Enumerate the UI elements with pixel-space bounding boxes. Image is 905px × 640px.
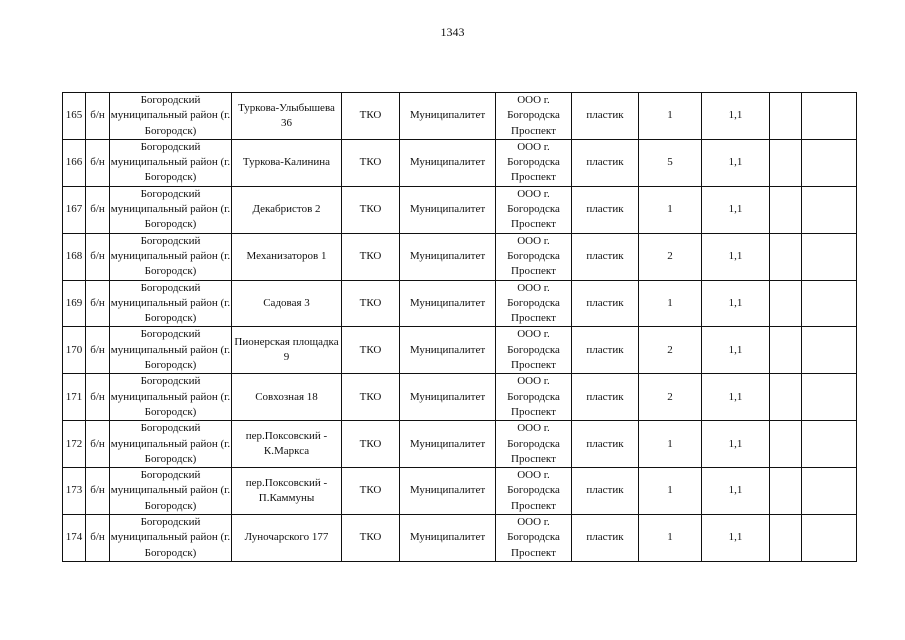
owner-cell: Муниципалитет xyxy=(400,327,496,374)
material-cell: пластик xyxy=(572,327,639,374)
address-cell: Туркова-Калинина xyxy=(232,139,342,186)
address-cell: Пионерская площадка 9 xyxy=(232,327,342,374)
empty-cell xyxy=(770,421,802,468)
empty-cell xyxy=(802,186,857,233)
empty-cell xyxy=(802,421,857,468)
material-cell: пластик xyxy=(572,421,639,468)
operator-cell: ООО г. Богородска Проспект xyxy=(496,93,572,140)
material-cell: пластик xyxy=(572,280,639,327)
container-volume-cell: 1,1 xyxy=(702,327,770,374)
empty-cell xyxy=(770,327,802,374)
container-count-cell: 1 xyxy=(639,421,702,468)
row-number-cell: 166 xyxy=(63,139,86,186)
address-cell: Садовая 3 xyxy=(232,280,342,327)
district-cell: Богородский муниципальный район (г. Богородск) xyxy=(110,186,232,233)
table-row xyxy=(63,186,857,233)
operator-cell: ООО г. Богородска Проспект xyxy=(496,468,572,515)
no-number-cell: б/н xyxy=(86,186,110,233)
operator-cell: ООО г. Богородска Проспект xyxy=(496,280,572,327)
owner-cell: Муниципалитет xyxy=(400,421,496,468)
material-cell: пластик xyxy=(572,515,639,562)
row-number-cell: 165 xyxy=(63,93,86,140)
no-number-cell: б/н xyxy=(86,93,110,140)
container-count-cell: 5 xyxy=(639,139,702,186)
container-count-cell: 1 xyxy=(639,468,702,515)
empty-cell xyxy=(770,515,802,562)
no-number-cell: б/н xyxy=(86,374,110,421)
empty-cell xyxy=(770,139,802,186)
container-volume-cell: 1,1 xyxy=(702,93,770,140)
container-count-cell: 1 xyxy=(639,93,702,140)
empty-cell xyxy=(802,93,857,140)
waste-type-cell: ТКО xyxy=(342,186,400,233)
owner-cell: Муниципалитет xyxy=(400,186,496,233)
material-cell: пластик xyxy=(572,374,639,421)
table-row xyxy=(63,233,857,280)
table-row xyxy=(63,468,857,515)
container-volume-cell: 1,1 xyxy=(702,233,770,280)
waste-type-cell: ТКО xyxy=(342,93,400,140)
container-volume-cell: 1,1 xyxy=(702,421,770,468)
container-count-cell: 2 xyxy=(639,233,702,280)
no-number-cell: б/н xyxy=(86,233,110,280)
material-cell: пластик xyxy=(572,233,639,280)
owner-cell: Муниципалитет xyxy=(400,280,496,327)
registry-table xyxy=(62,92,857,562)
row-number-cell: 168 xyxy=(63,233,86,280)
row-number-cell: 171 xyxy=(63,374,86,421)
district-cell: Богородский муниципальный район (г. Богородск) xyxy=(110,139,232,186)
empty-cell xyxy=(802,515,857,562)
district-cell: Богородский муниципальный район (г. Богородск) xyxy=(110,421,232,468)
no-number-cell: б/н xyxy=(86,468,110,515)
empty-cell xyxy=(770,233,802,280)
container-count-cell: 1 xyxy=(639,515,702,562)
row-number-cell: 167 xyxy=(63,186,86,233)
owner-cell: Муниципалитет xyxy=(400,233,496,280)
operator-cell: ООО г. Богородска Проспект xyxy=(496,421,572,468)
container-volume-cell: 1,1 xyxy=(702,186,770,233)
address-cell: Туркова-Улыбышева 36 xyxy=(232,93,342,140)
container-volume-cell: 1,1 xyxy=(702,468,770,515)
material-cell: пластик xyxy=(572,93,639,140)
address-cell: Механизаторов 1 xyxy=(232,233,342,280)
empty-cell xyxy=(802,280,857,327)
district-cell: Богородский муниципальный район (г. Богородск) xyxy=(110,374,232,421)
table-row xyxy=(63,139,857,186)
table-row xyxy=(63,280,857,327)
container-volume-cell: 1,1 xyxy=(702,374,770,421)
owner-cell: Муниципалитет xyxy=(400,374,496,421)
operator-cell: ООО г. Богородска Проспект xyxy=(496,233,572,280)
owner-cell: Муниципалитет xyxy=(400,515,496,562)
address-cell: Декабристов 2 xyxy=(232,186,342,233)
material-cell: пластик xyxy=(572,139,639,186)
container-count-cell: 1 xyxy=(639,280,702,327)
owner-cell: Муниципалитет xyxy=(400,93,496,140)
district-cell: Богородский муниципальный район (г. Богородск) xyxy=(110,327,232,374)
no-number-cell: б/н xyxy=(86,327,110,374)
district-cell: Богородский муниципальный район (г. Богородск) xyxy=(110,468,232,515)
no-number-cell: б/н xyxy=(86,421,110,468)
empty-cell xyxy=(770,468,802,515)
address-cell: пер.Поксовский - П.Каммуны xyxy=(232,468,342,515)
material-cell: пластик xyxy=(572,468,639,515)
row-number-cell: 170 xyxy=(63,327,86,374)
row-number-cell: 172 xyxy=(63,421,86,468)
container-volume-cell: 1,1 xyxy=(702,139,770,186)
waste-type-cell: ТКО xyxy=(342,515,400,562)
district-cell: Богородский муниципальный район (г. Богородск) xyxy=(110,280,232,327)
row-number-cell: 173 xyxy=(63,468,86,515)
row-number-cell: 174 xyxy=(63,515,86,562)
waste-type-cell: ТКО xyxy=(342,374,400,421)
address-cell: пер.Поксовский - К.Маркса xyxy=(232,421,342,468)
container-count-cell: 2 xyxy=(639,374,702,421)
page-number: 1343 xyxy=(440,25,465,39)
no-number-cell: б/н xyxy=(86,280,110,327)
waste-type-cell: ТКО xyxy=(342,327,400,374)
district-cell: Богородский муниципальный район (г. Богородск) xyxy=(110,233,232,280)
owner-cell: Муниципалитет xyxy=(400,139,496,186)
table-row xyxy=(63,327,857,374)
waste-type-cell: ТКО xyxy=(342,139,400,186)
waste-type-cell: ТКО xyxy=(342,421,400,468)
container-volume-cell: 1,1 xyxy=(702,515,770,562)
container-count-cell: 2 xyxy=(639,327,702,374)
table-row xyxy=(63,515,857,562)
container-count-cell: 1 xyxy=(639,186,702,233)
address-cell: Луночарского 177 xyxy=(232,515,342,562)
waste-type-cell: ТКО xyxy=(342,280,400,327)
table-row xyxy=(63,374,857,421)
empty-cell xyxy=(802,468,857,515)
empty-cell xyxy=(770,186,802,233)
material-cell: пластик xyxy=(572,186,639,233)
operator-cell: ООО г. Богородска Проспект xyxy=(496,186,572,233)
empty-cell xyxy=(770,280,802,327)
operator-cell: ООО г. Богородска Проспект xyxy=(496,139,572,186)
district-cell: Богородский муниципальный район (г. Богородск) xyxy=(110,515,232,562)
table-row xyxy=(63,421,857,468)
empty-cell xyxy=(802,233,857,280)
empty-cell xyxy=(770,374,802,421)
waste-type-cell: ТКО xyxy=(342,233,400,280)
empty-cell xyxy=(770,93,802,140)
no-number-cell: б/н xyxy=(86,515,110,562)
address-cell: Совхозная 18 xyxy=(232,374,342,421)
container-volume-cell: 1,1 xyxy=(702,280,770,327)
owner-cell: Муниципалитет xyxy=(400,468,496,515)
empty-cell xyxy=(802,139,857,186)
operator-cell: ООО г. Богородска Проспект xyxy=(496,327,572,374)
registry-body xyxy=(63,93,857,562)
empty-cell xyxy=(802,374,857,421)
operator-cell: ООО г. Богородска Проспект xyxy=(496,374,572,421)
no-number-cell: б/н xyxy=(86,139,110,186)
district-cell: Богородский муниципальный район (г. Богородск) xyxy=(110,93,232,140)
table-row xyxy=(63,93,857,140)
empty-cell xyxy=(802,327,857,374)
row-number-cell: 169 xyxy=(63,280,86,327)
operator-cell: ООО г. Богородска Проспект xyxy=(496,515,572,562)
waste-type-cell: ТКО xyxy=(342,468,400,515)
